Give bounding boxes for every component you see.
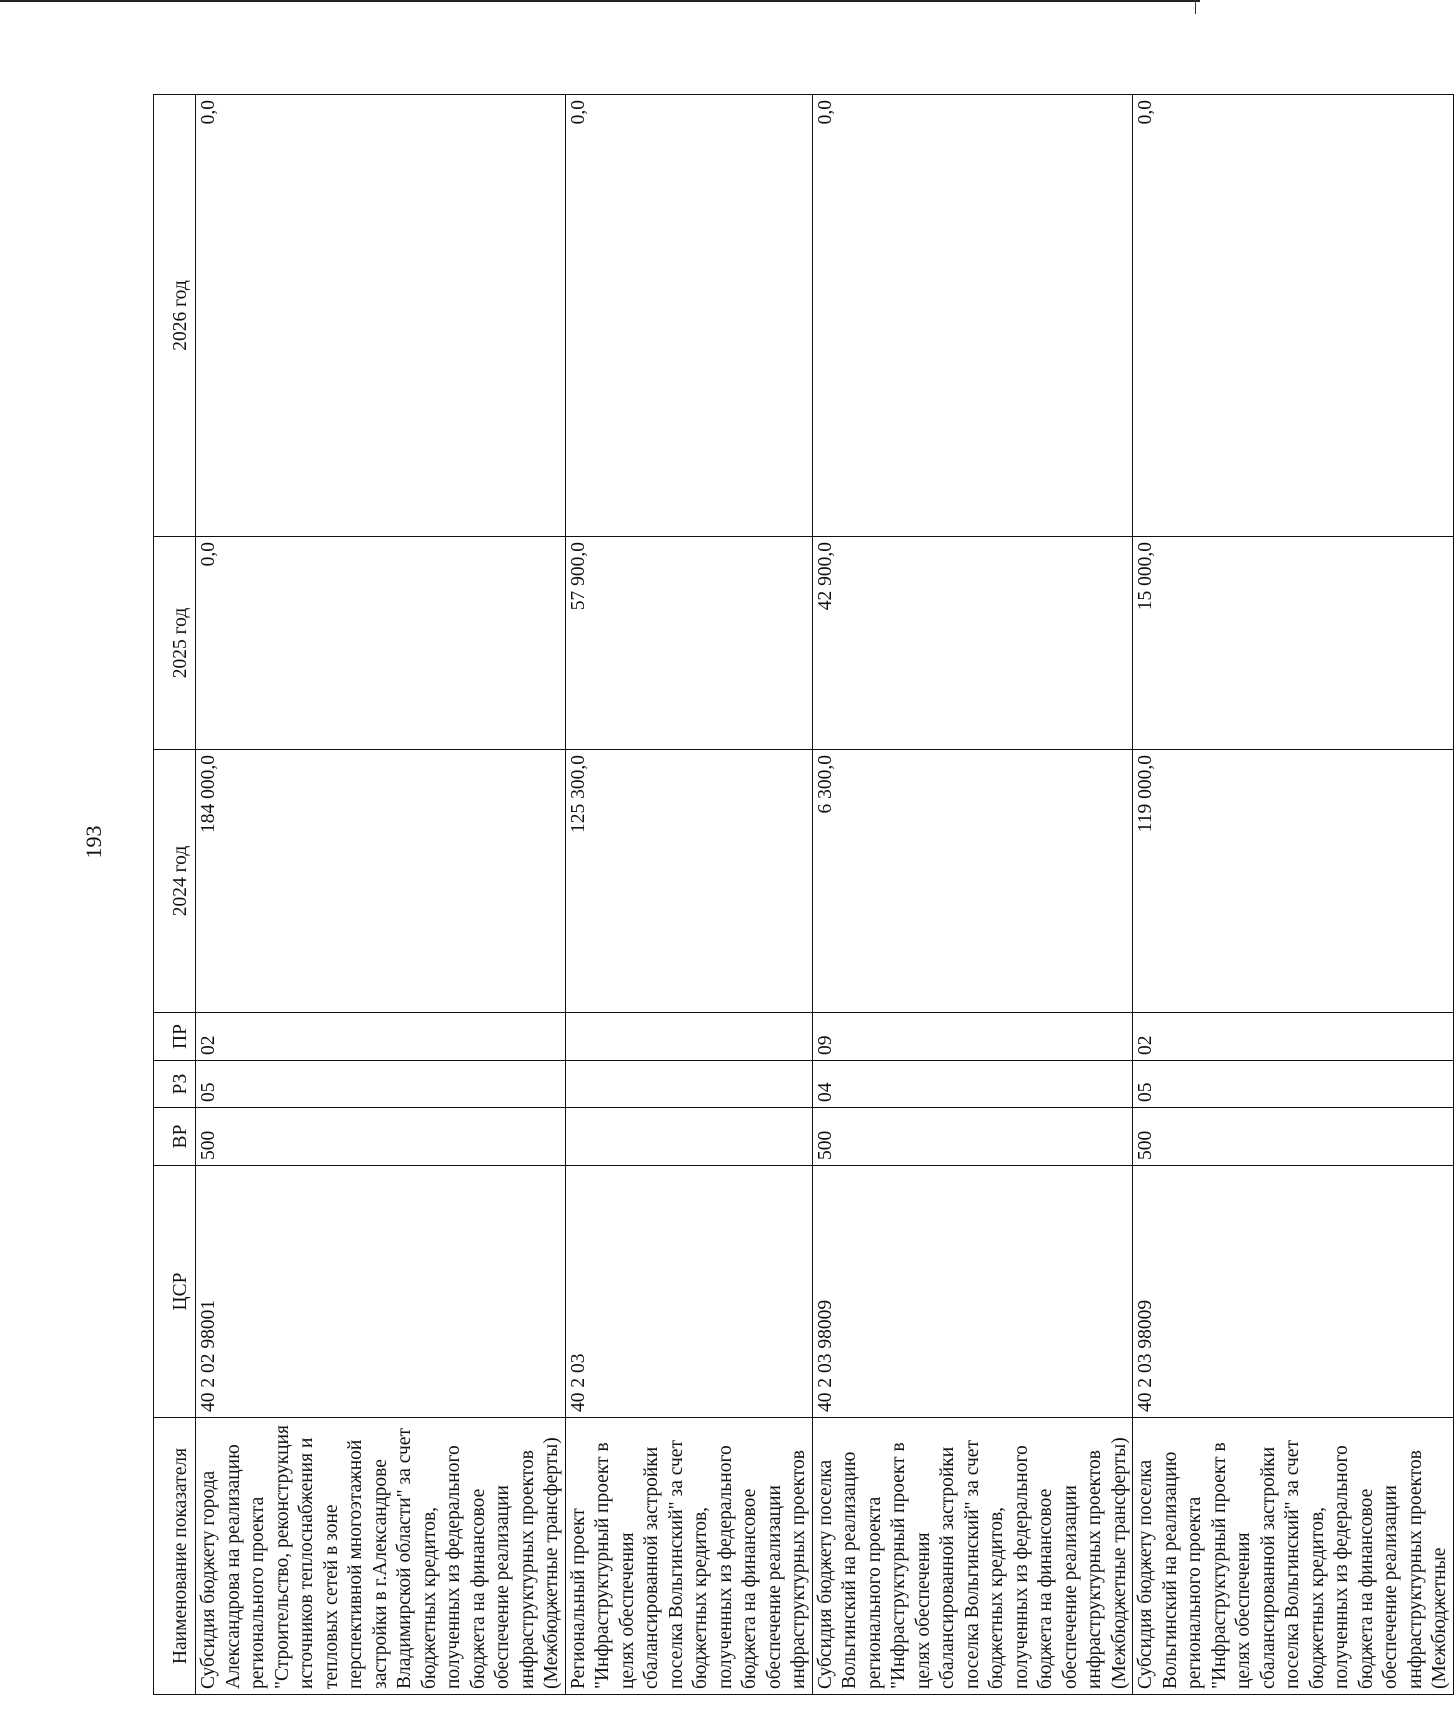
cell-2024: 119 000,0 <box>1133 750 1454 1013</box>
header-name: Наименование показателя <box>154 1418 196 1695</box>
table-row <box>565 95 812 1695</box>
cell-vr: 500 <box>1133 1108 1454 1166</box>
header-pr: ПР <box>154 1013 196 1061</box>
scan-edge-right <box>1195 0 1196 14</box>
header-2024: 2024 год <box>154 750 196 1013</box>
page-number: 193 <box>81 825 106 859</box>
header-rz: РЗ <box>154 1061 196 1108</box>
cell-2026: 0,0 <box>1133 95 1454 537</box>
cell-pr: 02 <box>1133 1013 1454 1061</box>
cell-csr: 40 2 03 98009 <box>812 1166 1133 1418</box>
cell-name: Субсидия бюджету поселка Вольгинский на реализацию регионального проекта "Инфраструктурный проект в целях обеспечения сбалансированной застройки поселка Вольгинский" за счет бюджетных кредитов, полученных из федерального бюджета на финансовое обеспечение реализации инфраструктурных проектов (Межбюджетные <box>1133 1418 1454 1695</box>
table-row <box>1133 95 1454 1695</box>
cell-2025: 42 900,0 <box>812 537 1133 750</box>
cell-2026: 0,0 <box>196 95 566 537</box>
cell-csr: 40 2 03 <box>565 1166 812 1418</box>
cell-2025: 57 900,0 <box>565 537 812 750</box>
cell-2024: 6 300,0 <box>812 750 1133 1013</box>
cell-2026: 0,0 <box>565 95 812 537</box>
header-2025: 2025 год <box>154 537 196 750</box>
cell-name: Субсидия бюджету города Александрова на реализацию регионального проекта "Строительство, реконструкция источников теплоснабжения и тепловых сетей в зоне перспективной многоэтажной застройки в г.Александрове Владимирской области" за счет бюджетных кредитов, полученных из федерального бюджета на финансовое обеспечение реализации инфраструктурных проектов (Межбюджетные трансферты) <box>196 1418 566 1695</box>
cell-name: Региональный проект "Инфраструктурный проект в целях обеспечения сбалансированной застройки поселка Вольгинский" за счет бюджетных кредитов, полученных из федерального бюджета на финансовое обеспечение реализации инфраструктурных проектов <box>565 1418 812 1695</box>
header-csr: ЦСР <box>154 1166 196 1418</box>
cell-name: Субсидия бюджету поселка Вольгинский на реализацию регионального проекта "Инфраструктурный проект в целях обеспечения сбалансированной застройки поселка Вольгинский" за счет бюджетных кредитов, полученных из федерального бюджета на финансовое обеспечение реализации инфраструктурных проектов (Межбюджетные трансферты) <box>812 1418 1133 1695</box>
cell-pr: 09 <box>812 1013 1133 1061</box>
cell-2025: 0,0 <box>196 537 566 750</box>
scan-edge-top <box>0 0 1200 2</box>
cell-vr: 500 <box>812 1108 1133 1166</box>
cell-csr: 40 2 02 98001 <box>196 1166 566 1418</box>
cell-rz: 05 <box>196 1061 566 1108</box>
cell-2024: 184 000,0 <box>196 750 566 1013</box>
cell-rz: 05 <box>1133 1061 1454 1108</box>
rotated-page-content <box>153 95 1450 1695</box>
table-row <box>196 95 566 1695</box>
cell-2025: 15 000,0 <box>1133 537 1454 750</box>
cell-vr: 500 <box>196 1108 566 1166</box>
cell-pr <box>565 1013 812 1061</box>
cell-pr: 02 <box>196 1013 566 1061</box>
cell-2026: 0,0 <box>812 95 1133 537</box>
cell-vr <box>565 1108 812 1166</box>
table-header-row <box>154 95 196 1695</box>
cell-rz: 04 <box>812 1061 1133 1108</box>
cell-rz <box>565 1061 812 1108</box>
cell-csr: 40 2 03 98009 <box>1133 1166 1454 1418</box>
table-row <box>812 95 1133 1695</box>
header-2026: 2026 год <box>154 95 196 537</box>
cell-2024: 125 300,0 <box>565 750 812 1013</box>
header-vr: ВР <box>154 1108 196 1166</box>
budget-table <box>153 94 1454 1695</box>
